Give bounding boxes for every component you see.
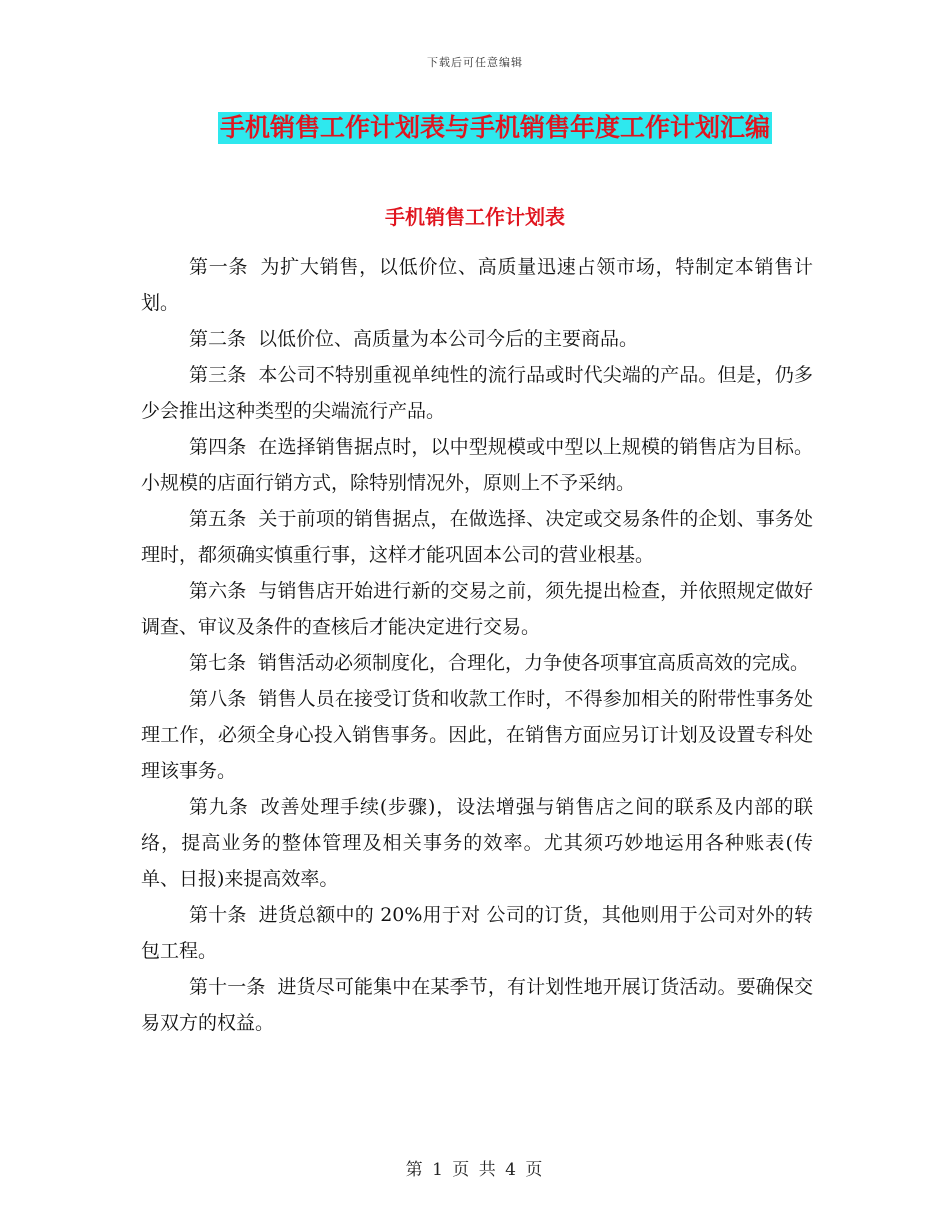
article-label: 第七条	[189, 652, 247, 674]
article-text: 进货总额中的 20%用于对 公司的订货，其他则用于公司对外的转包工程。	[141, 904, 813, 962]
article-5	[141, 501, 813, 573]
main-title-container	[0, 112, 950, 144]
article-label: 第十一条	[189, 976, 266, 998]
article-9	[141, 789, 813, 897]
article-text: 销售活动必须制度化，合理化，力争使各项事宜高质高效的完成。	[258, 652, 810, 674]
article-text: 进货尽可能集中在某季节，有计划性地开展订货活动。要确保交易双方的权益。	[141, 976, 813, 1034]
article-text: 与销售店开始进行新的交易之前，须先提出检查，并依照规定做好调查、审议及条件的查核后才能决定进行交易。	[141, 580, 813, 638]
article-1	[141, 249, 813, 321]
article-label: 第九条	[189, 796, 249, 818]
article-list	[141, 249, 813, 1041]
article-label: 第十条	[189, 904, 247, 926]
article-label: 第二条	[189, 328, 247, 350]
article-7	[141, 645, 813, 681]
article-text: 改善处理手续(步骤)，设法增强与销售店之间的联系及内部的联络，提高业务的整体管理及相关事务的效率。尤其须巧妙地运用各种账表(传单、日报)来提高效率。	[141, 796, 813, 890]
article-label: 第八条	[189, 688, 247, 710]
article-8	[141, 681, 813, 789]
main-title: 手机销售工作计划表与手机销售年度工作计划汇编	[219, 113, 770, 142]
article-label: 第一条	[189, 256, 249, 278]
section-title: 手机销售工作计划表	[385, 205, 565, 229]
page-footer: 第 1 页 共 4 页	[405, 1160, 545, 1180]
article-text: 在选择销售据点时，以中型规模或中型以上规模的销售店为目标。小规模的店面行销方式，除特别情况外，原则上不予采纳。	[141, 436, 813, 494]
article-label: 第五条	[189, 508, 247, 530]
header-note: 下载后可任意编辑	[427, 56, 523, 69]
article-11	[141, 969, 813, 1041]
article-6	[141, 573, 813, 645]
article-label: 第六条	[189, 580, 247, 602]
article-4	[141, 429, 813, 501]
article-3	[141, 357, 813, 429]
article-label: 第三条	[189, 364, 247, 386]
article-2	[141, 321, 813, 357]
article-text: 为扩大销售，以低价位、高质量迅速占领市场，特制定本销售计划。	[141, 256, 813, 314]
article-text: 本公司不特别重视单纯性的流行品或时代尖端的产品。但是，仍多少会推出这种类型的尖端流行产品。	[141, 364, 813, 422]
article-label: 第四条	[189, 436, 247, 458]
article-text: 销售人员在接受订货和收款工作时，不得参加相关的附带性事务处理工作，必须全身心投入销售事务。因此，在销售方面应另订计划及设置专科处理该事务。	[141, 688, 813, 782]
article-text: 以低价位、高质量为本公司今后的主要商品。	[258, 328, 639, 350]
article-text: 关于前项的销售据点，在做选择、决定或交易条件的企划、事务处理时，都须确实慎重行事，这样才能巩固本公司的营业根基。	[141, 508, 813, 566]
article-10	[141, 897, 813, 969]
